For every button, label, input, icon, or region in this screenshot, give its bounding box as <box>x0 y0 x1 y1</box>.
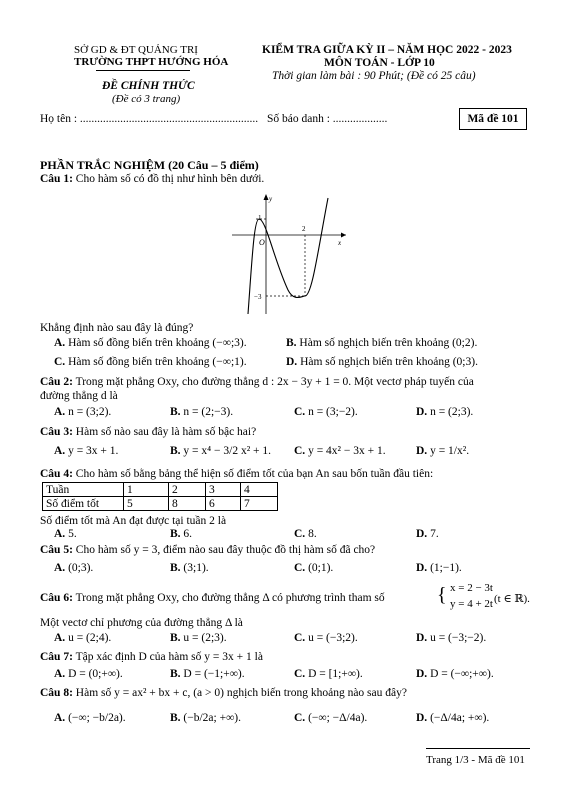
school-name: TRƯỜNG THPT HƯỚNG HÓA <box>74 56 229 68</box>
q7-option-a: A. D = (0;+∞). <box>54 668 123 680</box>
question-text: Trong mặt phẳng Oxy, cho đường thẳng Δ có phương trình tham số <box>75 592 385 604</box>
question-5 <box>40 544 375 556</box>
system-line-1: x = 2 − 3t <box>450 582 493 594</box>
function-graph <box>228 190 350 318</box>
x-axis-label: x <box>338 239 342 247</box>
question-text: Hàm số nào sau đây là hàm số bậc hai? <box>75 426 257 438</box>
q6-option-d: D. u = (−3;−2). <box>416 632 487 644</box>
subject-title: MÔN TOÁN - LỚP 10 <box>324 57 435 69</box>
sbd-field: Số báo danh : ................... <box>267 113 388 125</box>
question-text: Trong mặt phẳng Oxy, cho đường thẳng d : 2x − 3y + 1 = 0. Một vectơ pháp tuyến của <box>75 376 474 388</box>
q2-option-c: C. n = (3;−2). <box>294 406 358 418</box>
table-cell: 8 <box>169 497 206 511</box>
q7-option-c: C. D = [1;+∞). <box>294 668 363 680</box>
q3-option-a: A. y = 3x + 1. <box>54 445 119 457</box>
question-6 <box>40 592 385 604</box>
question-text: Cho hàm số y = 3, điểm nào sau đây thuộc đồ thị hàm số đã cho? <box>75 544 376 556</box>
table-cell: 7 <box>241 497 278 511</box>
question-label: Câu 3: <box>40 426 73 438</box>
system-line-2: y = 4 + 2t <box>450 598 493 610</box>
exam-code-box: Mã đề 101 <box>459 108 527 130</box>
x-mark-label: 2 <box>302 225 306 233</box>
q1-option-c: C. Hàm số đồng biến trên khoảng (−∞;1). <box>54 356 247 368</box>
q1-option-b: B. Hàm số nghịch biến trên khoảng (0;2). <box>286 337 478 349</box>
question-4 <box>40 468 433 480</box>
question-3 <box>40 426 256 438</box>
q3-option-b: B. y = x⁴ − 3/2 x² + 1. <box>170 445 272 457</box>
q4-question: Số điểm tốt mà An đạt được tại tuần 2 là <box>40 515 227 527</box>
y-axis-arrow-icon <box>264 194 269 200</box>
q7-option-b: B. D = (−1;+∞). <box>170 668 245 680</box>
official-label: ĐỀ CHÍNH THỨC <box>102 80 195 92</box>
header-divider <box>96 70 190 71</box>
q2-option-a: A. n = (3;2). <box>54 406 112 418</box>
system-brace: { <box>437 584 447 606</box>
table-cell: 1 <box>124 483 169 497</box>
name-field: Họ tên : .............................................................. <box>40 113 259 125</box>
q4-option-c: C. 8. <box>294 528 317 540</box>
y-top-label: 1 <box>258 214 262 222</box>
question-label: Câu 5: <box>40 544 73 556</box>
q3-option-d: D. y = 1/x². <box>416 445 470 457</box>
table-cell: 3 <box>206 483 241 497</box>
question-label: Câu 6: <box>40 592 73 604</box>
q6-option-c: C. u = (−3;2). <box>294 632 358 644</box>
q2-text-cont: đường thẳng d là <box>40 390 118 402</box>
q8-option-c: C. (−∞; −Δ/4a). <box>294 712 368 724</box>
table-cell: 4 <box>241 483 278 497</box>
question-label: Câu 2: <box>40 376 73 388</box>
q2-option-d: D. n = (2;3). <box>416 406 474 418</box>
footer-divider <box>426 748 530 749</box>
table-row <box>43 483 278 497</box>
question-text: Tập xác định D của hàm số y = 3x + 1 là <box>75 651 263 663</box>
score-table <box>42 482 278 511</box>
q1-option-a: A. Hàm số đồng biến trên khoảng (−∞;3). <box>54 337 247 349</box>
q4-option-d: D. 7. <box>416 528 439 540</box>
q6-option-b: B. u = (2;3). <box>170 632 227 644</box>
question-text: Cho hàm số có đồ thị như hình bên dưới. <box>75 173 265 185</box>
question-8 <box>40 687 407 699</box>
q1-question: Khẳng định nào sau đây là đúng? <box>40 322 194 334</box>
section-title: PHẦN TRẮC NGHIỆM (20 Câu – 5 điểm) <box>40 158 259 172</box>
q8-option-d: D. (−Δ/4a; +∞). <box>416 712 490 724</box>
department: SỞ GD & ĐT QUẢNG TRỊ <box>74 44 198 56</box>
q5-option-d: D. (1;−1). <box>416 562 462 574</box>
question-text: Hàm số y = ax² + bx + c, (a > 0) nghịch biến trong khoảng nào sau đây? <box>75 687 407 699</box>
q2-option-b: B. n = (2;−3). <box>170 406 234 418</box>
table-cell: 5 <box>124 497 169 511</box>
question-label: Câu 8: <box>40 687 73 699</box>
q3-option-c: C. y = 4x² − 3x + 1. <box>294 445 386 457</box>
q6-option-a: A. u = (2;4). <box>54 632 112 644</box>
question-text: Cho hàm số bằng bảng thể hiện số điểm tốt của bạn An sau bốn tuần đầu tiên: <box>75 468 434 480</box>
q5-option-c: C. (0;1). <box>294 562 334 574</box>
q7-option-d: D. D = (−∞;+∞). <box>416 668 494 680</box>
y-axis-label: y <box>269 195 273 203</box>
page-count: (Đề có 3 trang) <box>112 93 181 105</box>
table-cell: Tuần <box>43 483 124 497</box>
question-label: Câu 1: <box>40 173 73 185</box>
exam-title: KIỂM TRA GIỮA KỲ II – NĂM HỌC 2022 - 2023 <box>262 44 512 56</box>
question-1 <box>40 173 264 185</box>
table-cell: 2 <box>169 483 206 497</box>
table-cell: Số điểm tốt <box>43 497 124 511</box>
q8-option-a: A. (−∞; −b/2a). <box>54 712 126 724</box>
q4-option-a: A. 5. <box>54 528 77 540</box>
y-bottom-label: −3 <box>254 293 262 301</box>
question-label: Câu 7: <box>40 651 73 663</box>
q4-option-b: B. 6. <box>170 528 193 540</box>
origin-label: O <box>259 238 265 247</box>
q1-option-d: D. Hàm số nghịch biến trên khoảng (0;3). <box>286 356 478 368</box>
q5-option-a: A. (0;3). <box>54 562 94 574</box>
table-cell: 6 <box>206 497 241 511</box>
page-footer: Trang 1/3 - Mã đề 101 <box>426 754 525 766</box>
q5-option-b: B. (3;1). <box>170 562 209 574</box>
q8-option-b: B. (−b/2a; +∞). <box>170 712 241 724</box>
question-label: Câu 4: <box>40 468 73 480</box>
question-7 <box>40 651 263 663</box>
system-condition: (t ∈ ℝ). <box>494 593 530 605</box>
table-row <box>43 497 278 511</box>
q6-question: Một vectơ chỉ phương của đường thẳng Δ là <box>40 617 243 629</box>
time-info: Thời gian làm bài : 90 Phút; (Đề có 25 câu) <box>272 70 476 82</box>
x-axis-arrow-icon <box>341 233 346 238</box>
question-2 <box>40 376 474 388</box>
